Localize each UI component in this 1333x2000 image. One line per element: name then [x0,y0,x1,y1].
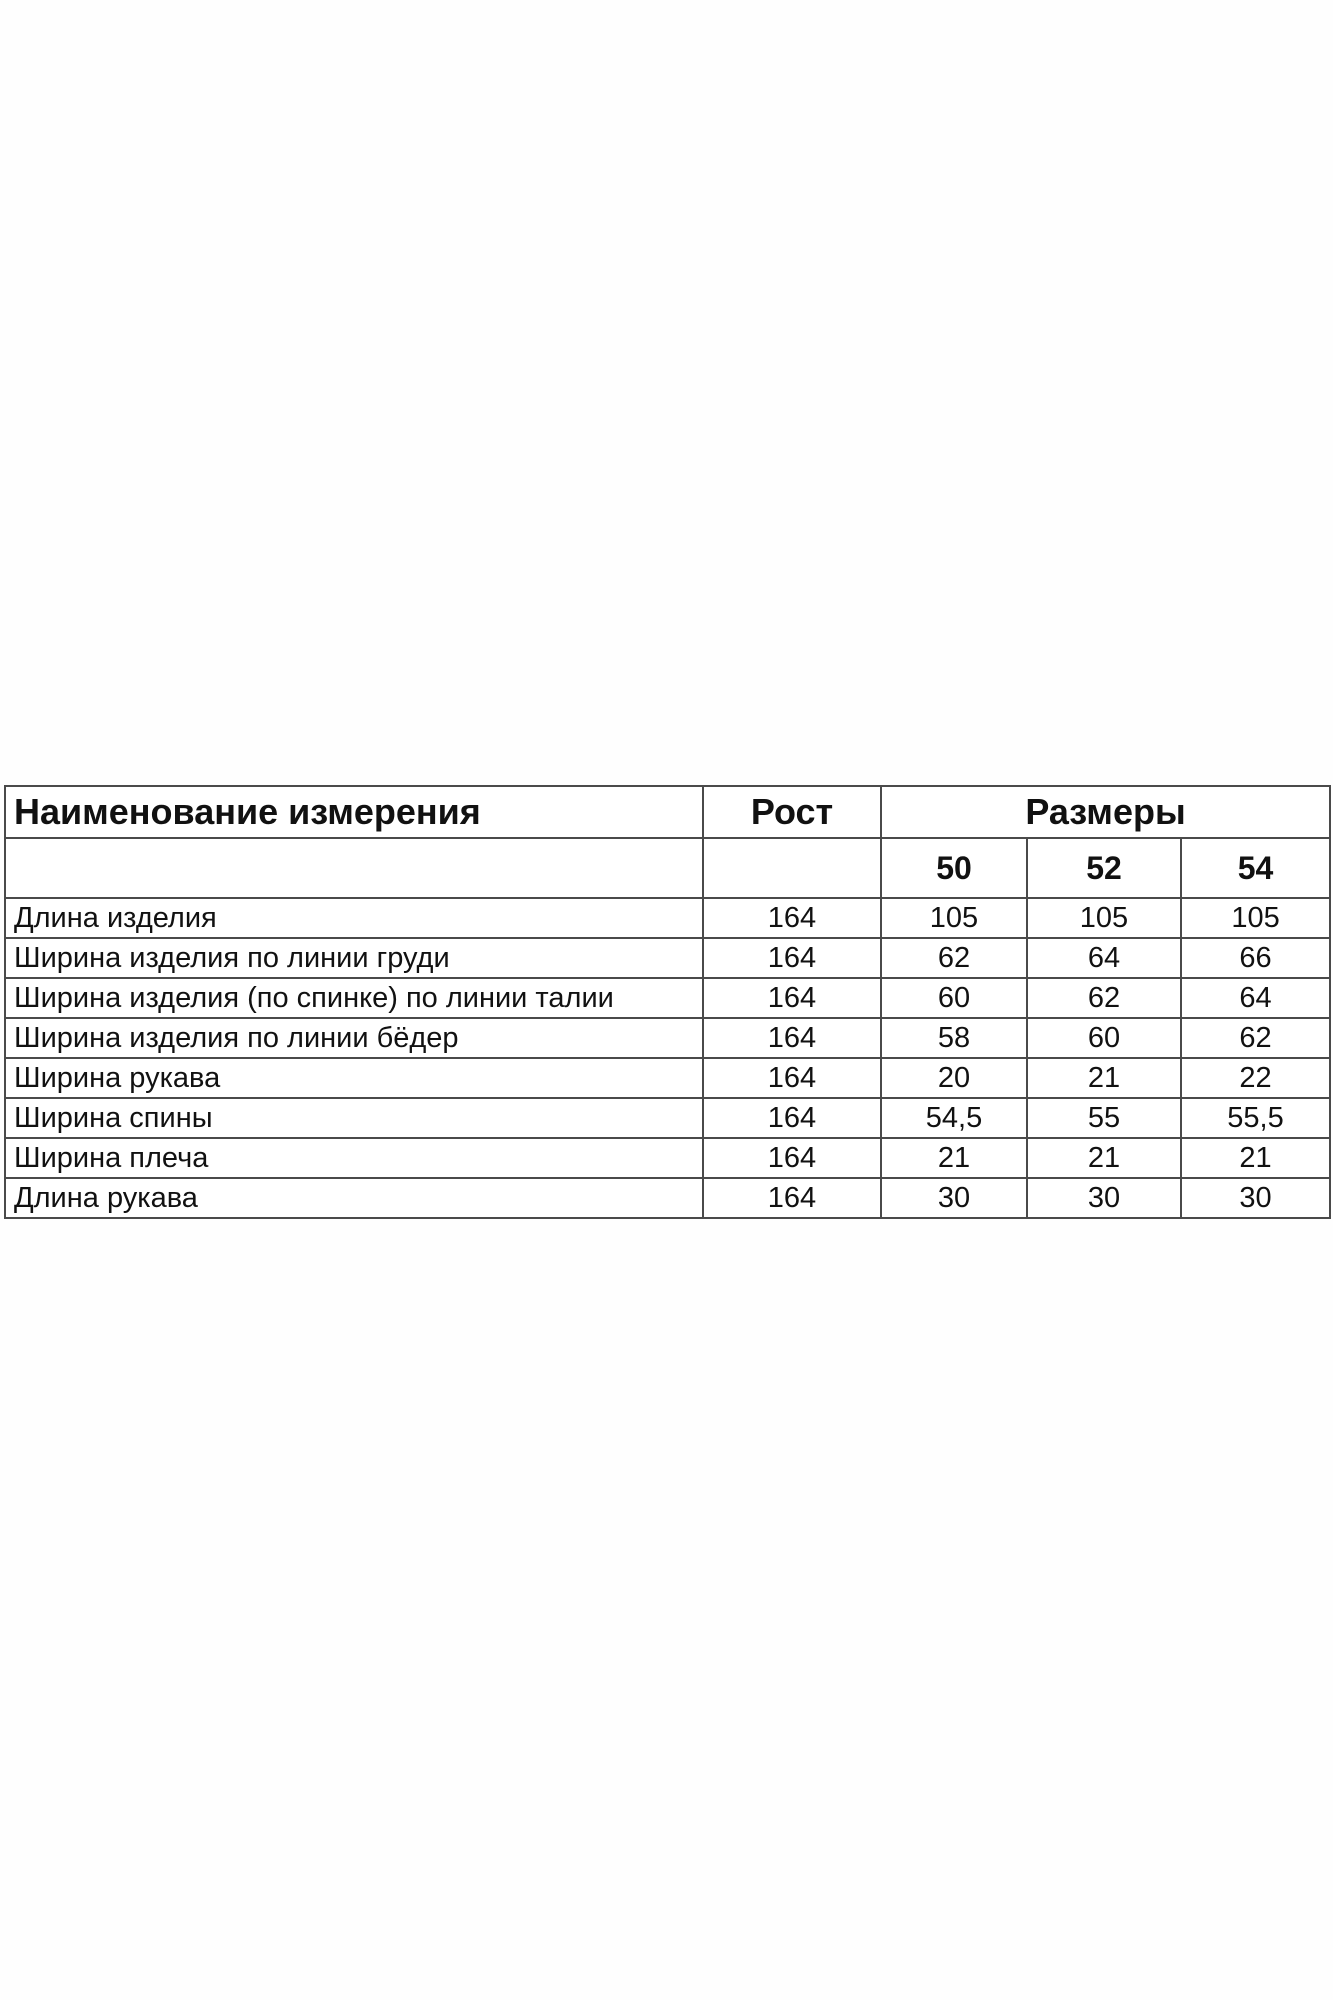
cell-size-50: 20 [881,1058,1027,1098]
cell-height: 164 [703,898,881,938]
cell-height: 164 [703,938,881,978]
cell-size-54: 55,5 [1181,1098,1330,1138]
header-sizes: Размеры [881,786,1330,838]
cell-size-54: 30 [1181,1178,1330,1218]
table-header-row [5,786,1330,838]
size-chart-table [4,785,1331,1219]
cell-size-54: 21 [1181,1138,1330,1178]
cell-size-52: 55 [1027,1098,1181,1138]
cell-size-52: 105 [1027,898,1181,938]
cell-size-54: 105 [1181,898,1330,938]
table-row [5,1138,1330,1178]
empty-cell [703,838,881,898]
row-label: Ширина рукава [5,1058,703,1098]
cell-size-52: 60 [1027,1018,1181,1058]
row-label: Ширина изделия по линии бёдер [5,1018,703,1058]
size-col-54: 54 [1181,838,1330,898]
cell-size-52: 62 [1027,978,1181,1018]
table-size-row [5,838,1330,898]
table-row [5,1018,1330,1058]
cell-height: 164 [703,1178,881,1218]
cell-height: 164 [703,1058,881,1098]
cell-size-54: 22 [1181,1058,1330,1098]
cell-size-52: 21 [1027,1058,1181,1098]
cell-size-54: 62 [1181,1018,1330,1058]
table-row [5,1058,1330,1098]
row-label: Длина изделия [5,898,703,938]
cell-size-50: 60 [881,978,1027,1018]
cell-size-54: 66 [1181,938,1330,978]
cell-size-54: 64 [1181,978,1330,1018]
cell-size-50: 62 [881,938,1027,978]
row-label: Ширина спины [5,1098,703,1138]
header-height: Рост [703,786,881,838]
cell-height: 164 [703,978,881,1018]
cell-size-50: 54,5 [881,1098,1027,1138]
cell-size-50: 105 [881,898,1027,938]
table-row [5,898,1330,938]
cell-size-50: 58 [881,1018,1027,1058]
table-row [5,1098,1330,1138]
cell-height: 164 [703,1098,881,1138]
row-label: Ширина плеча [5,1138,703,1178]
cell-height: 164 [703,1018,881,1058]
cell-size-52: 21 [1027,1138,1181,1178]
cell-height: 164 [703,1138,881,1178]
cell-size-50: 21 [881,1138,1027,1178]
cell-size-52: 64 [1027,938,1181,978]
size-col-52: 52 [1027,838,1181,898]
table-row [5,978,1330,1018]
size-col-50: 50 [881,838,1027,898]
header-measurement-name: Наименование измерения [5,786,703,838]
cell-size-52: 30 [1027,1178,1181,1218]
table-row [5,1178,1330,1218]
table-row [5,938,1330,978]
empty-cell [5,838,703,898]
row-label: Ширина изделия по линии груди [5,938,703,978]
row-label: Ширина изделия (по спинке) по линии талии [5,978,703,1018]
row-label: Длина рукава [5,1178,703,1218]
cell-size-50: 30 [881,1178,1027,1218]
